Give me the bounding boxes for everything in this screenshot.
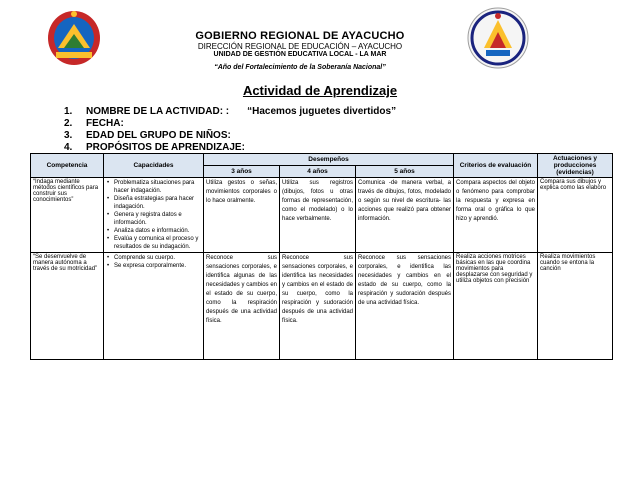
info-item: 3. EDAD DEL GRUPO DE NIÑOS:	[64, 130, 231, 141]
cell-capacidades	[104, 253, 204, 360]
cell-competencia: “Se desenvuelve de manera autónoma a través de su motricidad”	[31, 253, 104, 360]
cell-5-anos: Comunica -de manera verbal, a través de dibujos, fotos, modelado o según su nivel de escritura- las acciones que realizó para obtener información.	[356, 178, 454, 253]
info-label: NOMBRE DE LA ACTIVIDAD: :	[86, 106, 230, 117]
activity-info-list	[64, 106, 396, 154]
header-direction: DIRECCIÓN REGIONAL DE EDUCACIÓN – AYACUCHO	[197, 42, 403, 51]
info-label: FECHA:	[86, 118, 124, 129]
cell-criterios: Realiza acciones motrices básicas en las que coordina movimientos para desplazarse con seguridad y utiliza objetos con precisión	[454, 253, 538, 360]
list-item: • Comprende su cuerpo.	[106, 254, 201, 262]
header-5-anos: 5 años	[356, 166, 454, 178]
header-government: GOBIERNO REGIONAL DE AYACUCHO	[195, 30, 405, 42]
table-row	[31, 178, 613, 253]
cell-4-anos: Reconoce sus sensaciones corporales, e identifica las necesidades y cambios en el estado de su cuerpo, como la respiración y sudoración después de una actividad física.	[280, 253, 356, 360]
cell-capacidades	[104, 178, 204, 253]
info-label: PROPÓSITOS DE APRENDIZAJE:	[86, 142, 245, 153]
list-item: • Genera y registra datos e información.	[106, 211, 201, 227]
list-item: • Problematiza situaciones para hacer indagación.	[106, 179, 201, 195]
cell-3-anos: Reconoce sus sensaciones corporales, e identifica algunas de las necesidades y cambios en el estado de su cuerpo, como la respiración después de una actividad física.	[204, 253, 280, 360]
header-capacidades: Capacidades	[104, 154, 204, 178]
header-4-anos: 4 años	[280, 166, 356, 178]
list-item: • Diseña estrategias para hacer indagación.	[106, 195, 201, 211]
cell-actuaciones: Compara sus dibujos y explica como las elaboro	[538, 178, 613, 253]
list-item: • Analiza datos e información.	[106, 227, 201, 235]
table-row	[31, 253, 613, 360]
list-item: • Evalúa y comunica el proceso y resultados de su indagación.	[106, 235, 201, 251]
list-item: • Se expresa corporalmente.	[106, 262, 201, 270]
header-motto: “Año del Fortalecimiento de la Soberanía Nacional”	[214, 64, 386, 71]
cell-5-anos: Reconoce sus sensaciones corporales, e identifica las necesidades y cambios en el estado de su cuerpo, como la respiración y sudoración después de una actividad física.	[356, 253, 454, 360]
page-title: Actividad de Aprendizaje	[242, 83, 398, 98]
cell-criterios: Compara aspectos del objeto o fenómeno para comprobar la respuesta y expresa en forma oral o gráfica lo que hizo y aprendió.	[454, 178, 538, 253]
activity-name: “Hacemos juguetes divertidos”	[247, 106, 397, 117]
learning-purposes-table	[30, 153, 613, 360]
cell-4-anos: Utiliza sus registros (dibujos, fotos u otras formas de representación, como el modelado) o lo hace verbalmente.	[280, 178, 356, 253]
header-actuaciones: Actuaciones y producciones (evidencias)	[538, 154, 613, 178]
header-3-anos: 3 años	[204, 166, 280, 178]
regional-government-shield-logo	[46, 8, 102, 66]
cell-3-anos: Utiliza gestos o señas, movimientos corporales o lo hace oralmente.	[204, 178, 280, 253]
education-crest-logo	[466, 6, 530, 70]
cell-competencia: “Indaga mediante métodos científicos para construir sus conocimientos”	[31, 178, 104, 253]
info-item: 2. FECHA:	[64, 118, 124, 129]
info-label: EDAD DEL GRUPO DE NIÑOS:	[86, 130, 231, 141]
cell-actuaciones: Realiza movimientos cuando se entona la canción	[538, 253, 613, 360]
header-criterios: Criterios de evaluación	[454, 154, 538, 178]
header-ugel: UNIDAD DE GESTIÓN EDUCATIVA LOCAL - LA MAR	[213, 51, 387, 58]
info-item: 1. NOMBRE DE LA ACTIVIDAD: : “Hacemos juguetes divertidos”	[64, 106, 397, 117]
info-item: 4. PROPÓSITOS DE APRENDIZAJE:	[64, 142, 245, 153]
header-competencia: Competencia	[31, 154, 104, 178]
header-desempenos: Desempeños	[204, 154, 454, 166]
